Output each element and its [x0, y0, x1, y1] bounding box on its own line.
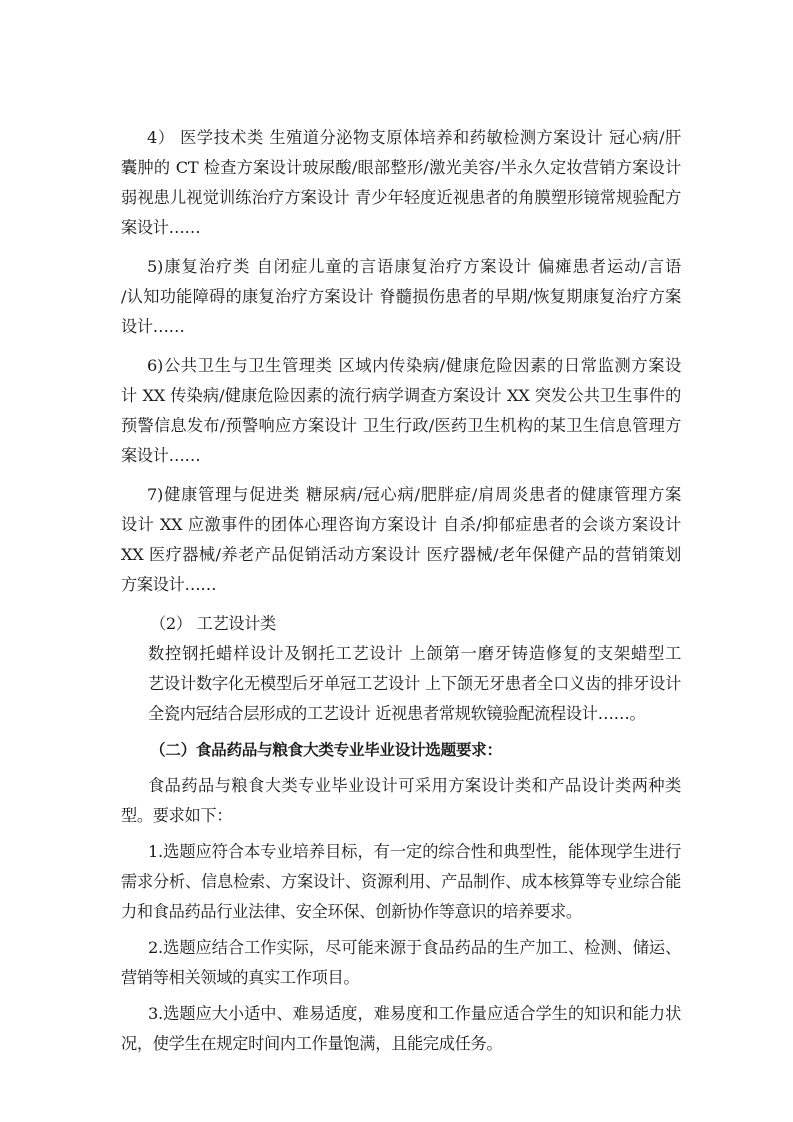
text-line: 弱视患儿视觉训练治疗方案设计 青少年轻度近视患者的角膜塑形镜常规验配方: [121, 188, 681, 207]
text-line: 预警信息发布/预警响应方案设计 卫生行政/医药卫生机构的某卫生信息管理方: [121, 416, 681, 435]
text-line: 设计 XX 应激事件的团体心理咨询方案设计 自杀/抑郁症患者的会谈方案设计: [121, 515, 681, 534]
text-line: 食品药品与粮食大类专业毕业设计可采用方案设计类和产品设计类两种类: [148, 776, 681, 795]
text-line: 设计……: [121, 317, 185, 336]
text-line: 5)康复治疗类 自闭症儿童的言语康复治疗方案设计 偏瘫患者运动/言语: [147, 257, 681, 276]
text-line: 案设计……: [121, 218, 201, 237]
text-line: 7)健康管理与促进类 糖尿病/冠心病/肥胖症/肩周炎患者的健康管理方案: [147, 485, 681, 504]
section-subheading: （2） 工艺设计类: [150, 614, 277, 633]
text-line: 囊肿的 CT 检查方案设计玻尿酸/眼部整形/激光美容/半永久定妆营销方案设计: [121, 158, 681, 177]
text-line: 艺设计数字化无模型后牙单冠工艺设计 上下颌无牙患者全口义齿的排牙设计: [148, 674, 681, 693]
text-line: /认知功能障碍的康复治疗方案设计 脊髓损伤患者的早期/恢复期康复治疗方案: [121, 287, 681, 306]
text-line: 6)公共卫生与卫生管理类 区域内传染病/健康危险因素的日常监测方案设: [147, 356, 681, 375]
text-line: 数控钢托蜡样设计及钢托工艺设计 上颌第一磨牙铸造修复的支架蜡型工: [148, 644, 681, 663]
text-line: XX 医疗器械/养老产品促销活动方案设计 医疗器械/老年保健产品的营销策划: [121, 545, 681, 564]
text-line: 型。要求如下：: [121, 806, 233, 825]
text-line: 需求分析、信息检索、方案设计、资源利用、产品制作、成本核算等专业综合能: [121, 872, 681, 891]
text-line: 力和食品药品行业法律、安全环保、创新协作等意识的培养要求。: [121, 902, 582, 921]
text-line: 1.选题应符合本专业培养目标，有一定的综合性和典型性，能体现学生进行: [148, 842, 681, 861]
text-line: 方案设计……: [121, 575, 217, 594]
text-line: 2.选题应结合工作实际，尽可能来源于食品药品的生产加工、检测、储运、: [148, 938, 681, 957]
text-line: 3.选题应大小适中、难易适度，难易度和工作量应适合学生的知识和能力状: [148, 1004, 681, 1023]
text-line: 全瓷内冠结合层形成的工艺设计 近视患者常规软镜验配流程设计……。: [148, 704, 646, 723]
text-line: 计 XX 传染病/健康危险因素的流行病学调查方案设计 XX 突发公共卫生事件的: [121, 386, 681, 405]
text-line: 4） 医学技术类 生殖道分泌物支原体培养和药敏检测方案设计 冠心病/肝: [147, 128, 681, 147]
section-heading: （二）食品药品与粮食大类专业毕业设计选题要求：: [150, 741, 502, 759]
text-line: 案设计……: [121, 446, 201, 465]
text-line: 况，使学生在规定时间内工作量饱满，且能完成任务。: [121, 1034, 503, 1053]
text-line: 营销等相关领域的真实工作项目。: [121, 968, 360, 987]
